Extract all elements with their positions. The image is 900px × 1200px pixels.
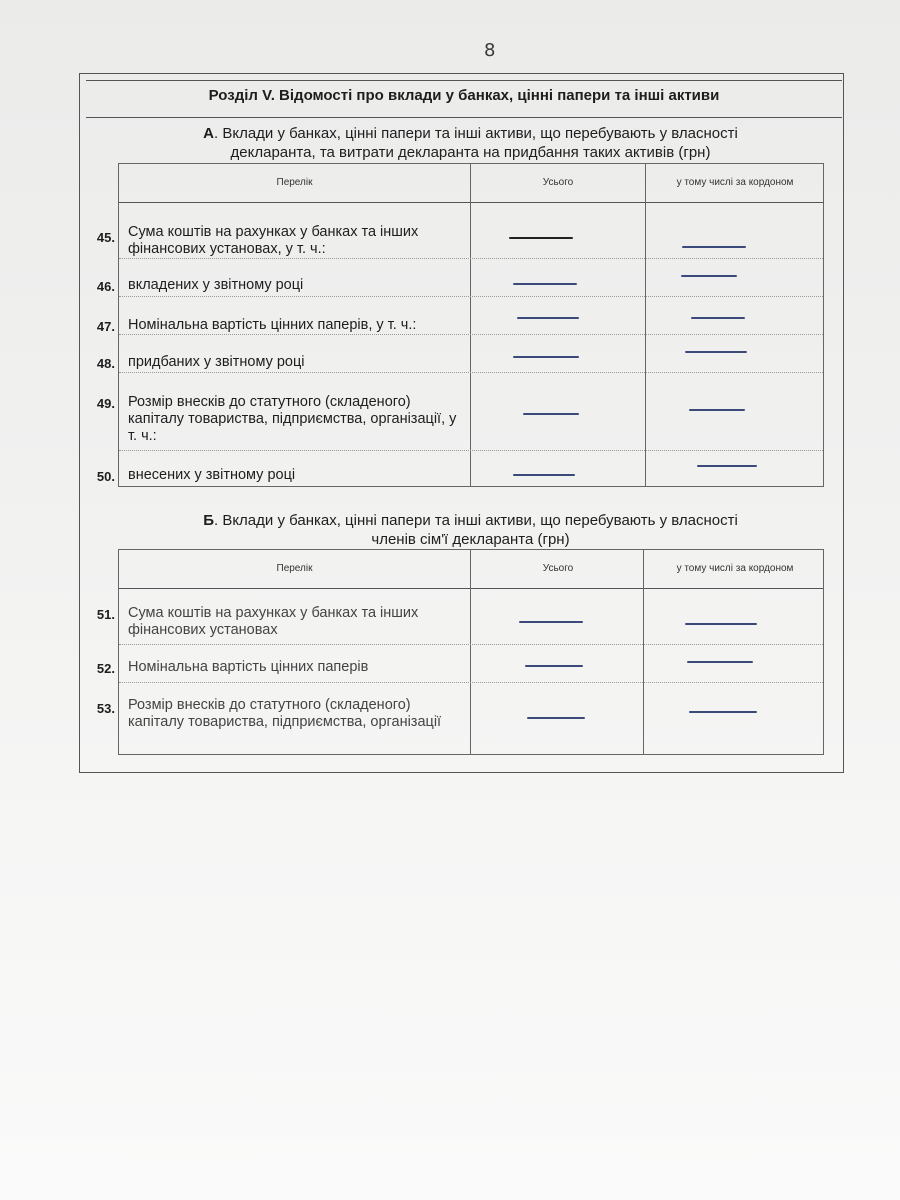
row-label: внесених у звітному році <box>128 467 296 483</box>
total-dash <box>519 621 583 623</box>
row-number: 49. <box>96 396 115 411</box>
abroad-dash <box>681 275 737 277</box>
total-dash <box>513 356 579 358</box>
part-a-table <box>96 163 824 487</box>
table-row <box>96 451 823 487</box>
table-row <box>96 373 823 451</box>
column-header-abroad: у тому числі за кордоном <box>676 177 794 188</box>
part-a-header-row <box>119 164 823 203</box>
part-a-letter: А <box>203 125 215 142</box>
table-row <box>96 259 823 297</box>
part-a-heading <box>118 124 823 162</box>
row-number: 48. <box>96 356 115 371</box>
part-a-heading-line1: . Вклади у банках, цінні папери та інші активи, що перебувають у власності <box>214 125 738 142</box>
table-row <box>96 335 823 373</box>
abroad-dash <box>691 317 745 319</box>
part-b-heading-line1: . Вклади у банках, цінні папери та інші активи, що перебувають у власності <box>213 512 738 529</box>
total-dash <box>509 237 573 239</box>
table-row <box>96 683 823 755</box>
column-header-total: Усього <box>542 563 574 574</box>
row-label: Розмір внесків до статутного (складеного) капіталу товариства, підприємства, організації, у т. ч.: <box>128 394 457 444</box>
row-number: 46. <box>96 279 115 294</box>
total-dash <box>527 717 585 719</box>
row-number: 52. <box>96 661 115 676</box>
total-dash <box>517 317 579 319</box>
page-number: 8 <box>484 40 496 61</box>
section-title: Розділ V. Відомості про вклади у банках, цінні папери та інші активи <box>86 80 842 118</box>
total-dash <box>513 283 577 285</box>
part-b-heading <box>118 511 823 549</box>
row-label: Сума коштів на рахунках у банках та інших фінансових установах <box>128 605 419 638</box>
part-b-header-row <box>119 550 823 589</box>
column-header-list: Перелік <box>276 177 313 188</box>
column-header-total: Усього <box>542 177 574 188</box>
table-row <box>96 589 823 645</box>
table-row <box>96 297 823 335</box>
row-number: 51. <box>96 607 115 622</box>
abroad-dash <box>685 623 757 625</box>
row-label: Номінальна вартість цінних паперів, у т. ч.: <box>128 317 417 333</box>
table-row <box>96 645 823 683</box>
abroad-dash <box>689 711 757 713</box>
total-dash <box>513 474 575 476</box>
row-number: 53. <box>96 701 115 716</box>
row-number: 47. <box>96 319 115 334</box>
column-header-abroad: у тому числі за кордоном <box>676 563 794 574</box>
row-label: Розмір внесків до статутного (складеного) капіталу товариства, підприємства, організації <box>128 697 442 730</box>
abroad-dash <box>687 661 753 663</box>
part-a-heading-line2: декларанта, та витрати декларанта на придбання таких активів (грн) <box>230 144 711 161</box>
row-label: Сума коштів на рахунках у банках та інших фінансових установах, у т. ч.: <box>128 224 419 257</box>
table-row <box>96 203 823 259</box>
row-label: придбаних у звітному році <box>128 354 305 370</box>
row-number: 50. <box>96 469 115 484</box>
abroad-dash <box>689 409 745 411</box>
row-label: вкладених у звітному році <box>128 277 304 293</box>
abroad-dash <box>697 465 757 467</box>
row-label: Номінальна вартість цінних паперів <box>128 659 369 675</box>
abroad-dash <box>682 246 746 248</box>
row-number: 45. <box>96 230 115 245</box>
column-header-list: Перелік <box>276 563 313 574</box>
part-b-letter: Б <box>203 512 214 529</box>
total-dash <box>523 413 579 415</box>
total-dash <box>525 665 583 667</box>
part-b-heading-line2: членів сім'ї декларанта (грн) <box>371 531 570 548</box>
part-b-table <box>96 549 824 755</box>
abroad-dash <box>685 351 747 353</box>
